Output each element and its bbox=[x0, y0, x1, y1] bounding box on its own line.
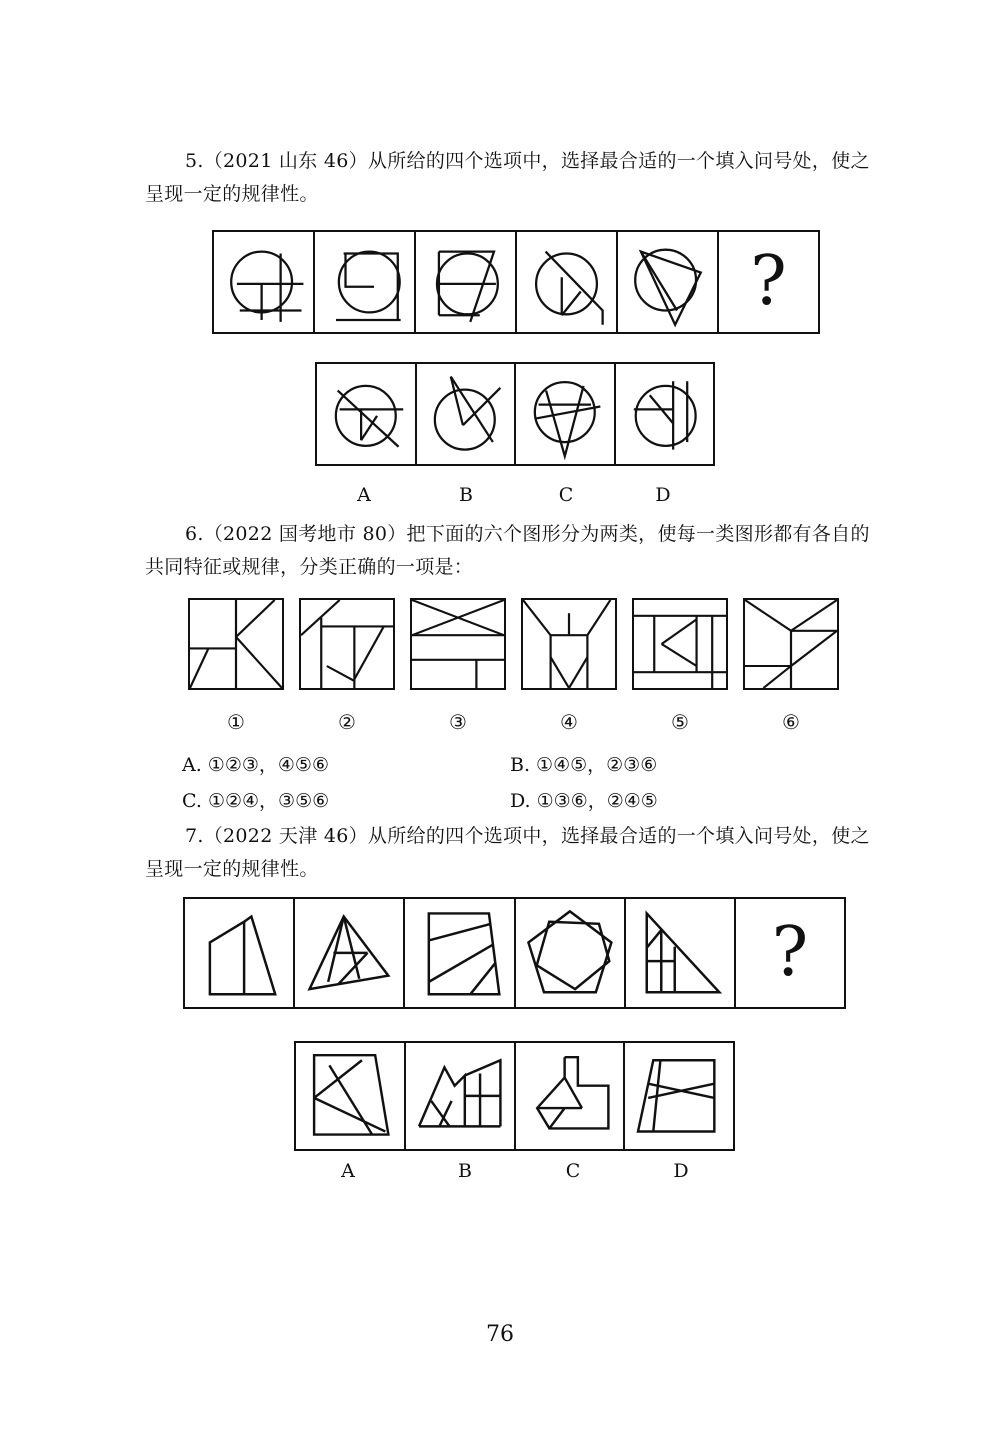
question-mark: ? bbox=[750, 242, 787, 321]
q7-label-b: B bbox=[458, 1160, 472, 1182]
q7-option-c[interactable] bbox=[516, 1043, 626, 1149]
q7-figure-1 bbox=[185, 899, 295, 1007]
q5-label-c: C bbox=[558, 484, 574, 506]
q6-number-4: ④ bbox=[560, 710, 578, 734]
q7-options-row bbox=[294, 1041, 735, 1151]
q6-text-line1: 6.（2022 国考地市 80）把下面的六个图形分为两类，使每一类图形都有各自的 bbox=[185, 523, 870, 545]
q6-number-6: ⑥ bbox=[782, 710, 800, 734]
q7-label-a: A bbox=[341, 1160, 355, 1182]
q6-figure-1 bbox=[188, 598, 284, 690]
q6-number-1: ① bbox=[227, 710, 245, 734]
q6-figure-5 bbox=[632, 598, 728, 690]
q6-choice-b[interactable]: B. ①④⑤，②③⑥ bbox=[510, 754, 658, 776]
q6-figure-4 bbox=[521, 598, 617, 690]
q5-options-row bbox=[315, 362, 715, 466]
q5-option-b[interactable] bbox=[417, 364, 517, 464]
q6-number-2: ② bbox=[338, 710, 356, 734]
q5-label-b: B bbox=[459, 484, 473, 506]
q5-option-d[interactable] bbox=[616, 364, 714, 464]
q5-text-line2: 呈现一定的规律性。 bbox=[145, 183, 319, 205]
q7-figure-5 bbox=[626, 899, 736, 1007]
q5-text-line1: 5.（2021 山东 46）从所给的四个选项中，选择最合适的一个填入问号处，使之 bbox=[185, 150, 870, 172]
q6-figure-2 bbox=[299, 598, 395, 690]
q7-option-d[interactable] bbox=[625, 1043, 733, 1149]
q7-question-mark-cell bbox=[736, 899, 844, 1007]
q6-figure-3 bbox=[410, 598, 506, 690]
q7-text-line2: 呈现一定的规律性。 bbox=[145, 858, 319, 880]
q7-text-line1: 7.（2022 天津 46）从所给的四个选项中，选择最合适的一个填入问号处，使之 bbox=[185, 825, 870, 847]
q7-figure-2 bbox=[295, 899, 405, 1007]
page-number: 76 bbox=[486, 1322, 514, 1347]
q5-option-a[interactable] bbox=[317, 364, 417, 464]
q7-option-b[interactable] bbox=[406, 1043, 516, 1149]
q6-figure-6 bbox=[743, 598, 839, 690]
q5-figure-5 bbox=[618, 232, 719, 332]
q6-choice-d[interactable]: D. ①③⑥，②④⑤ bbox=[510, 790, 658, 812]
q7-label-c: C bbox=[565, 1160, 581, 1182]
q7-figure-4 bbox=[516, 899, 626, 1007]
q6-number-3: ③ bbox=[449, 710, 467, 734]
q5-figure-3 bbox=[416, 232, 517, 332]
q5-figure-4 bbox=[517, 232, 618, 332]
q5-figure-2 bbox=[315, 232, 416, 332]
q5-label-d: D bbox=[655, 484, 671, 506]
q7-figure-3 bbox=[405, 899, 515, 1007]
q5-figure-1 bbox=[214, 232, 315, 332]
q7-question-row bbox=[183, 897, 846, 1009]
q5-option-c[interactable] bbox=[516, 364, 616, 464]
q7-option-a[interactable] bbox=[296, 1043, 406, 1149]
q7-label-d: D bbox=[673, 1160, 689, 1182]
q6-choice-a[interactable]: A. ①②③，④⑤⑥ bbox=[182, 754, 329, 776]
q5-question-row bbox=[212, 230, 820, 334]
q6-text-line2: 共同特征或规律，分类正确的一项是： bbox=[145, 556, 474, 578]
q5-label-a: A bbox=[357, 484, 371, 506]
question-mark: ? bbox=[771, 913, 809, 992]
q6-number-5: ⑤ bbox=[671, 710, 689, 734]
q5-question-mark-cell bbox=[719, 232, 818, 332]
q6-choice-c[interactable]: C. ①②④，③⑤⑥ bbox=[182, 790, 330, 812]
